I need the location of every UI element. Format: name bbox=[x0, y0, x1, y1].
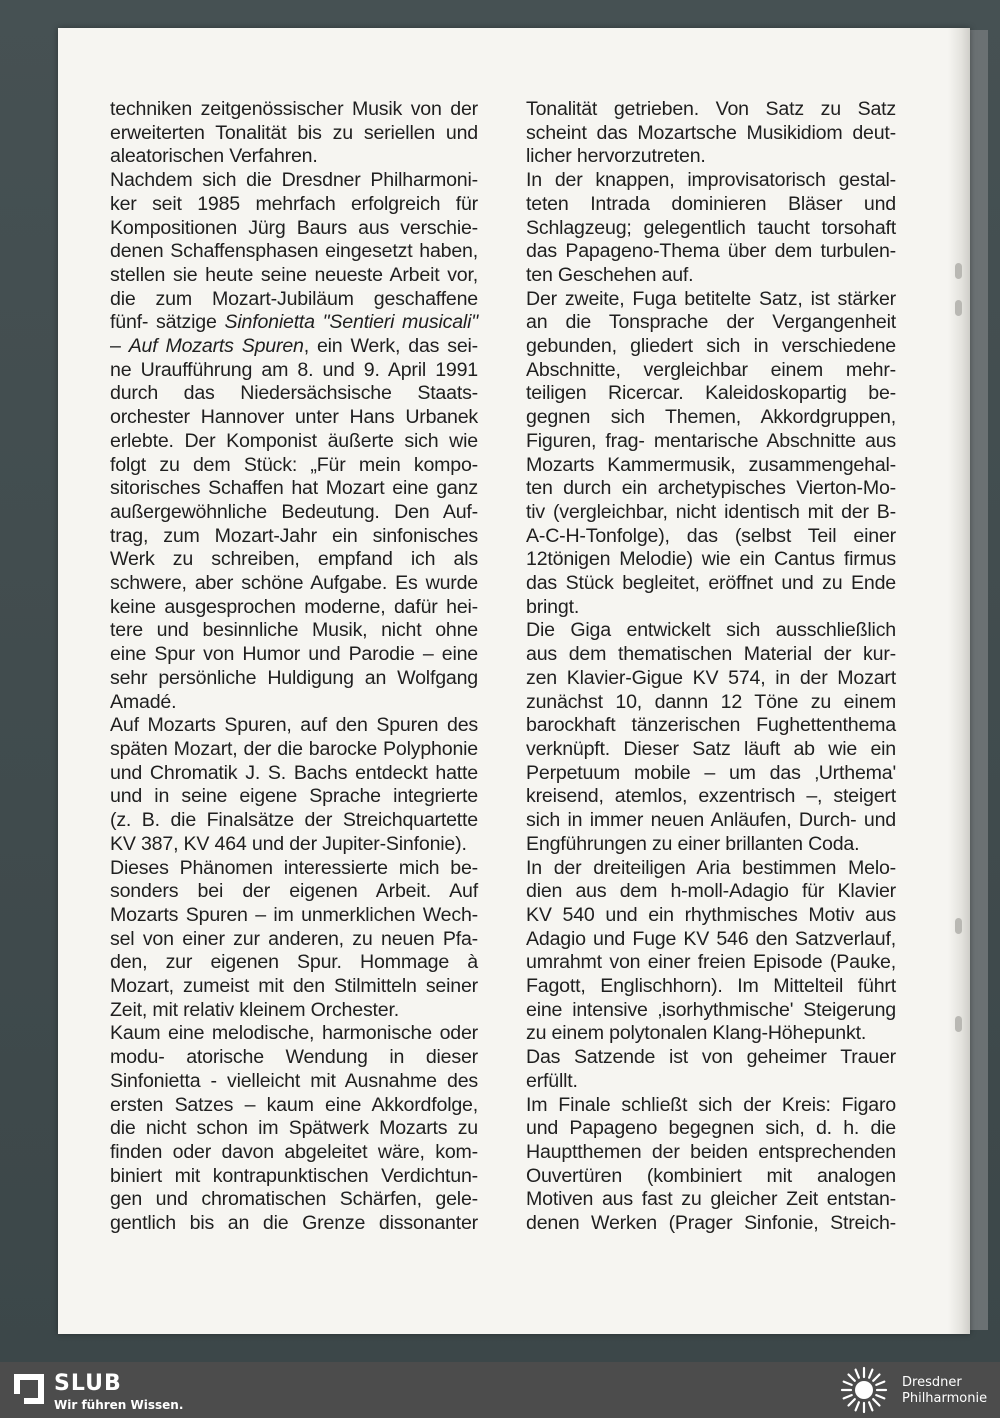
text-line: durch das Niedersächsische Staats- bbox=[110, 382, 478, 405]
viewer-footer bbox=[0, 1362, 1000, 1418]
philharmonie-logo-icon[interactable] bbox=[840, 1366, 888, 1414]
text-line: sel von einer zur anderen, zu neuen Pfa- bbox=[110, 927, 478, 950]
text-line: teten Intrada dominieren Bläser und bbox=[526, 192, 896, 215]
text-line: Auf Mozarts Spuren, auf den Spuren des bbox=[110, 714, 478, 737]
text-line: Die Giga entwickelt sich ausschließlich bbox=[526, 619, 896, 642]
text-line: die zum Mozart-Jubiläum geschaffene bbox=[110, 287, 478, 310]
text-line: Fagott, Englischhorn). Im Mittelteil führt bbox=[526, 975, 896, 998]
text-line: Zeit, mit relativ kleinem Orchester. bbox=[110, 998, 399, 1021]
text-line: Das Satzende ist von geheimer Trauer bbox=[526, 1046, 896, 1069]
page-fold-shadow bbox=[948, 28, 970, 1334]
text-line: ten durch ein archetypisches Vierton-Mo- bbox=[526, 477, 896, 500]
text-line: Hauptthemen der beiden entsprechenden bbox=[526, 1140, 896, 1163]
text-line: außergewöhnliche Bedeutung. Den Auf- bbox=[110, 500, 478, 523]
text-line: finden oder davon abgeleitet wäre, kom- bbox=[110, 1140, 478, 1163]
text-line: Mozarts Spuren – im unmerklichen Wech- bbox=[110, 903, 478, 926]
text-line: Kompositionen Jürg Baurs aus verschie- bbox=[110, 216, 478, 239]
text-line: sitorisches Schaffen hat Mozart eine ganz bbox=[110, 477, 478, 500]
text-line: Mozarts Kammermusik, zusammengehal- bbox=[526, 453, 896, 476]
text-column-left bbox=[110, 98, 478, 1236]
text-line: Abschnitte, vergleichbar einem mehr- bbox=[526, 358, 896, 381]
text-line: erweiterten Tonalität bis zu seriellen und bbox=[110, 121, 478, 144]
binding-hole bbox=[955, 1016, 962, 1032]
slub-name[interactable]: SLUB bbox=[54, 1371, 122, 1396]
text-line: keine ausgesprochen moderne, dafür hei- bbox=[110, 595, 478, 618]
text-line: 12tönigen Melodie) wie ein Cantus firmus bbox=[526, 548, 896, 571]
text-line: sehr persönliche Huldigung an Wolfgang bbox=[110, 666, 478, 689]
text-line: Werk zu schreiben, empfand ich als bbox=[110, 548, 478, 571]
philharmonie-name-line2[interactable]: Philharmonie bbox=[902, 1391, 988, 1406]
text-line: Mozart, zumeist mit den Stilmitteln seiner bbox=[110, 975, 478, 998]
text-line: und Chromatik J. S. Bachs entdeckt hatte bbox=[110, 761, 478, 784]
text-line: schwere, aber schöne Aufgabe. Es wurde bbox=[110, 572, 478, 595]
text-line: stellen sie heute seine neueste Arbeit vor, bbox=[110, 263, 478, 286]
text-line: Ouvertüren (kombiniert mit analogen bbox=[526, 1164, 896, 1187]
text-line: ker seit 1985 mehrfach erfolgreich für bbox=[110, 192, 478, 215]
text-line: Nachdem sich die Dresdner Philharmoni- bbox=[110, 169, 478, 192]
text-line: ersten Satzes – kaum eine Akkordfolge, bbox=[110, 1093, 478, 1116]
text-line: A-C-H-Tonfolge), das (selbst Teil einer bbox=[526, 524, 896, 547]
text-line: biniert mit kontrapunktischen Verdichtun- bbox=[110, 1164, 478, 1187]
text-line: zu einem polytonalen Klang-Höhepunkt. bbox=[526, 1022, 867, 1045]
text-line: an die Tonsprache der Vergangenheit bbox=[526, 311, 896, 334]
text-line: Engführungen zu einer brillanten Coda. bbox=[526, 832, 860, 855]
text-line: tere und besinnliche Musik, nicht ohne bbox=[110, 619, 478, 642]
text-line: eine intensive ‚isorhythmische' Steigerung bbox=[526, 998, 896, 1021]
text-line: erlebte. Der Komponist äußerte sich wie bbox=[110, 429, 478, 452]
text-line: teiligen Ricercar. Kaleidoskopartig be- bbox=[526, 382, 896, 405]
text-line: aus dem thematischen Material der kur- bbox=[526, 643, 896, 666]
text-line: denen Werken (Prager Sinfonie, Streich- bbox=[526, 1212, 896, 1235]
binding-hole bbox=[955, 300, 962, 316]
text-line: sonders bei der eigenen Arbeit. Auf bbox=[110, 880, 478, 903]
text-line: tiv (vergleichbar, nicht identisch mit der B- bbox=[526, 500, 896, 523]
text-line: gebunden, gliedert sich in verschiedene bbox=[526, 335, 896, 358]
text-line: verknüpft. Dieser Satz läuft ab wie ein bbox=[526, 737, 896, 760]
text-line: trag, zum Mozart-Jahr ein sinfonisches bbox=[110, 524, 478, 547]
text-line: und in seine eigene Sprache integrierte bbox=[110, 785, 478, 808]
text-line: orchester Hannover unter Hans Urbanek bbox=[110, 406, 478, 429]
text-line: eine Spur von Humor und Parodie – eine bbox=[110, 643, 478, 666]
text-line: das Papageno-Thema über dem turbulen- bbox=[526, 240, 896, 263]
text-line: sich in immer neuen Anläufen, Durch- und bbox=[526, 809, 896, 832]
text-line: Dieses Phänomen interessierte mich be- bbox=[110, 856, 478, 879]
philharmonie-name-line1[interactable]: Dresdner bbox=[902, 1375, 962, 1390]
text-line: techniken zeitgenössischer Musik von der bbox=[110, 98, 478, 120]
text-line: Perpetuum mobile – um das ‚Urthema' bbox=[526, 761, 896, 784]
text-line: folgt zu dem Stück: „Für mein kompo- bbox=[110, 453, 478, 476]
text-line: Tonalität getrieben. Von Satz zu Satz bbox=[526, 98, 896, 120]
text-line: Schlagzeug; gelegentlich taucht torsohaft bbox=[526, 216, 896, 239]
text-line: ne Uraufführung am 8. und 9. April 1991 bbox=[110, 358, 478, 381]
binding-hole bbox=[955, 918, 962, 934]
text-line: dien aus dem h-moll-Adagio für Klavier bbox=[526, 880, 896, 903]
text-line: In der dreiteiligen Aria bestimmen Melo- bbox=[526, 856, 896, 879]
text-line: Sinfonietta - vielleicht mit Ausnahme des bbox=[110, 1069, 478, 1092]
text-line: KV 540 und ein rhythmisches Motiv aus bbox=[526, 903, 896, 926]
text-column-right bbox=[526, 98, 896, 1236]
slub-slogan: Wir führen Wissen. bbox=[54, 1398, 184, 1412]
text-line: zunächst 10, dannn 12 Töne zu einem bbox=[526, 690, 896, 713]
text-line: KV 387, KV 464 und der Jupiter-Sinfonie). bbox=[110, 832, 467, 855]
text-line: umrahmt von einer freien Episode (Pauke, bbox=[526, 951, 896, 974]
text-line: aleatorischen Verfahren. bbox=[110, 145, 318, 168]
text-line: gegnen sich Themen, Akkordgruppen, bbox=[526, 406, 896, 429]
text-line: – Auf Mozarts Spuren, ein Werk, das sei- bbox=[110, 335, 478, 358]
text-line: Motiven aus fast zu gleicher Zeit entstan- bbox=[526, 1188, 896, 1211]
text-line: Der zweite, Fuga betitelte Satz, ist stärker bbox=[526, 287, 896, 310]
text-line: und Papageno begegnen sich, d. h. die bbox=[526, 1117, 896, 1140]
text-line: licher hervorzutreten. bbox=[526, 145, 706, 168]
text-line: scheint das Mozartsche Musikidiom deut- bbox=[526, 121, 896, 144]
text-line: modu- atorische Wendung in dieser bbox=[110, 1046, 478, 1069]
text-line: (z. B. die Finalsätze der Streichquartette bbox=[110, 809, 478, 832]
text-line: späten Mozart, der die barocke Polyphonie bbox=[110, 737, 478, 760]
text-line: Figuren, frag- mentarische Abschnitte aus bbox=[526, 429, 896, 452]
text-line: Amadé. bbox=[110, 690, 177, 713]
text-line: barockhaft tänzerischen Fughettenthema bbox=[526, 714, 896, 737]
binding-hole bbox=[955, 263, 962, 279]
text-line: zen Klavier-Gigue KV 574, in der Mozart bbox=[526, 666, 896, 689]
text-line: das Stück begleitet, eröffnet und zu Ende bbox=[526, 572, 896, 595]
text-line: In der knappen, improvisatorisch gestal- bbox=[526, 169, 896, 192]
text-line: bringt. bbox=[526, 595, 580, 618]
text-line: kreisend, atemlos, exzentrisch –, steigert bbox=[526, 785, 896, 808]
slub-logo-icon[interactable] bbox=[14, 1374, 44, 1404]
text-line: gen und chromatischen Schärfen, gele- bbox=[110, 1188, 478, 1211]
text-line: Adagio und Fuge KV 546 den Satzverlauf, bbox=[526, 927, 896, 950]
text-line: Kaum eine melodische, harmonische oder bbox=[110, 1022, 478, 1045]
text-line: ten Geschehen auf. bbox=[526, 263, 694, 286]
text-line: gentlich bis an die Grenze dissonanter bbox=[110, 1212, 478, 1235]
text-line: erfüllt. bbox=[526, 1069, 578, 1092]
paper-edge bbox=[970, 30, 988, 1330]
text-line: den, zur eigenen Spur. Hommage à bbox=[110, 951, 478, 974]
text-line: die nicht schon im Spätwerk Mozarts zu bbox=[110, 1117, 478, 1140]
text-line: denen Schaffensphasen eingesetzt haben, bbox=[110, 240, 478, 263]
text-line: Im Finale schließt sich der Kreis: Figaro bbox=[526, 1093, 896, 1116]
text-line: fünf- sätzige Sinfonietta "Sentieri musicali" bbox=[110, 311, 478, 334]
